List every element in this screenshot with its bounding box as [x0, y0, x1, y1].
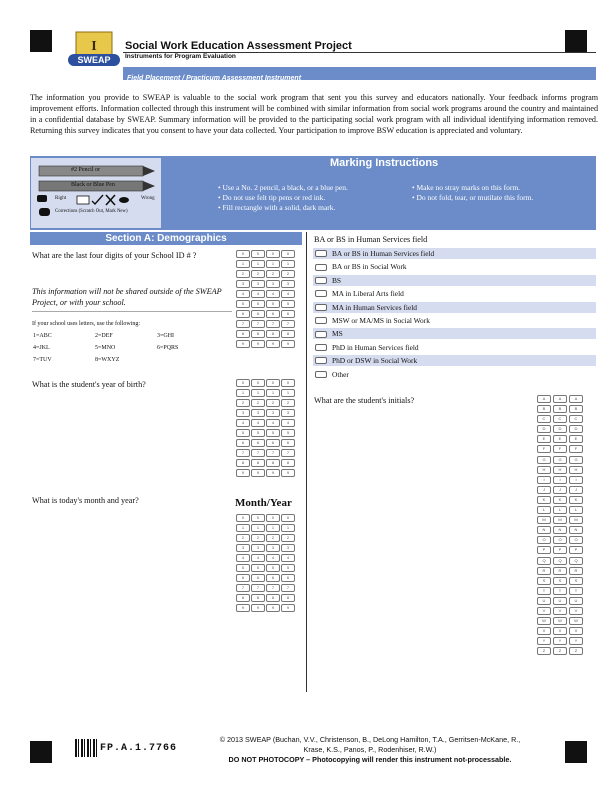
wrong-label: Wrong [141, 196, 155, 201]
answer-bubble[interactable]: Z [569, 647, 583, 655]
marking-instructions-title: Marking Instructions [330, 157, 439, 169]
answer-bubble[interactable]: 0 [266, 250, 280, 258]
title-divider [123, 52, 596, 53]
answer-bubble[interactable]: L [537, 506, 551, 514]
answer-bubble[interactable]: T [569, 587, 583, 595]
degree-option-label: BA or BS in Social Work [332, 262, 407, 272]
initial-bubbles-1[interactable] [537, 395, 550, 655]
answer-bubble[interactable]: S [553, 577, 567, 585]
answer-bubble[interactable]: Y [553, 637, 567, 645]
degree-option[interactable] [313, 302, 596, 313]
answer-bubble[interactable]: F [569, 445, 583, 453]
answer-bubble[interactable]: A [569, 395, 583, 403]
divider [32, 311, 232, 312]
answer-bubble[interactable]: M [569, 516, 583, 524]
answer-bubble[interactable]: 0 [236, 379, 250, 387]
degree-heading: BA or BS in Human Services field [314, 235, 428, 244]
answer-bubble[interactable]: C [569, 415, 583, 423]
answer-bubble[interactable]: G [569, 456, 583, 464]
degree-option[interactable] [313, 248, 596, 259]
answer-bubble[interactable]: G [553, 456, 567, 464]
answer-bubble[interactable]: 1 [266, 260, 280, 268]
answer-bubble[interactable]: 0 [251, 514, 265, 522]
answer-bubble[interactable]: 6 [281, 439, 295, 447]
answer-bubble[interactable]: 1 [251, 260, 265, 268]
answer-bubble[interactable]: W [537, 617, 551, 625]
answer-bubble[interactable]: 4 [236, 554, 250, 562]
initials-question: What are the student's initials? [314, 396, 415, 405]
option-bubble[interactable] [315, 371, 327, 378]
answer-bubble[interactable]: 4 [251, 419, 265, 427]
intro-paragraph: The information you provide to SWEAP is valuable to the social work program that sent you this survey and educators nationally. Your feedback informs program improvement efforts. Information collected through this instrument will be combined with similar information from social work programs around the country and maintained in a confidential database by SWEAP. Summary information will be provided to the participating social work program with all individual identifying information removed. Returning this survey indicates that you consent to have your data collected. Your participation to improve BSW education is appreciated and voluntary. [30, 93, 598, 135]
answer-bubble[interactable]: P [569, 546, 583, 554]
answer-bubble[interactable]: A [553, 395, 567, 403]
svg-text:I: I [91, 39, 97, 54]
authors-line: Krase, K.S., Panos, P., Rodenhiser, R.W.) [303, 745, 437, 754]
section-a-header: Section A: Demographics [30, 232, 302, 245]
answer-bubble[interactable]: 9 [266, 340, 280, 348]
degree-option[interactable] [313, 355, 596, 366]
answer-bubble[interactable]: 4 [251, 290, 265, 298]
degree-option-label: MSW or MA/MS in Social Work [332, 316, 430, 325]
instrument-name: Field Placement / Practicum Assessment Instrument [127, 75, 302, 82]
answer-bubble[interactable]: 0 [281, 514, 295, 522]
answer-bubble[interactable]: 7 [236, 320, 250, 328]
letter-map-item: 7=TUV [33, 357, 52, 363]
answer-bubble[interactable]: 7 [251, 584, 265, 592]
degree-option-label: PhD in Human Services field [332, 342, 419, 352]
answer-bubble[interactable]: U [553, 597, 567, 605]
answer-bubble[interactable]: 5 [281, 300, 295, 308]
marking-item: • Use a No. 2 pencil, a black, or a blue pen. [218, 183, 348, 193]
answer-bubble[interactable]: 5 [251, 429, 265, 437]
answer-bubble[interactable]: W [569, 617, 583, 625]
answer-bubble[interactable]: M [537, 516, 551, 524]
initial-bubbles-2[interactable] [553, 395, 566, 655]
answer-bubble[interactable]: R [553, 567, 567, 575]
marking-item: • Fill rectangle with a solid, dark mark. [218, 203, 348, 213]
answer-bubble[interactable]: 1 [281, 524, 295, 532]
answer-bubble[interactable]: 8 [236, 330, 250, 338]
answer-bubble[interactable]: 0 [236, 250, 250, 258]
degree-option-label: BA or BS in Human Services field [332, 249, 435, 258]
answer-bubble[interactable]: 7 [281, 584, 295, 592]
degree-option[interactable] [313, 342, 596, 353]
answer-bubble[interactable]: I [553, 476, 567, 484]
pen-label: Black or Blue Pen [71, 182, 115, 188]
copyright-line: © 2013 SWEAP (Buchan, V.V., Christenson, B., DeLong Hamilton, T.A., Gerritsen-McKane, R., [219, 735, 521, 744]
registration-mark-bottom-right [565, 741, 587, 763]
marking-example [31, 158, 161, 228]
answer-bubble[interactable]: U [569, 597, 583, 605]
answer-bubble[interactable]: 0 [266, 514, 280, 522]
birth-year-question: What is the student's year of birth? [32, 380, 146, 389]
answer-bubble[interactable]: 2 [281, 270, 295, 278]
answer-bubble[interactable]: T [553, 587, 567, 595]
right-label: Right [55, 196, 67, 201]
answer-bubble[interactable]: O [553, 536, 567, 544]
answer-bubble[interactable]: X [537, 627, 551, 635]
answer-bubble[interactable]: 2 [236, 399, 250, 407]
option-bubble[interactable] [315, 250, 327, 257]
photocopy-warning: DO NOT PHOTOCOPY – Photocopying will render this instrument not-processable. [228, 755, 512, 764]
answer-bubble[interactable]: P [553, 546, 567, 554]
answer-bubble[interactable]: 6 [266, 574, 280, 582]
answer-bubble[interactable]: 5 [251, 564, 265, 572]
answer-bubble[interactable]: V [537, 607, 551, 615]
answer-bubble[interactable]: 3 [281, 409, 295, 417]
answer-bubble[interactable]: 6 [236, 310, 250, 318]
answer-bubble[interactable]: O [569, 536, 583, 544]
answer-bubble[interactable]: P [537, 546, 551, 554]
answer-bubble[interactable]: 7 [281, 320, 295, 328]
answer-bubble[interactable]: 2 [266, 270, 280, 278]
marking-list-right [412, 183, 533, 203]
degree-option[interactable] [313, 288, 596, 299]
answer-bubble[interactable]: N [537, 526, 551, 534]
pencil-label: #2 Pencil or [71, 167, 100, 173]
registration-mark-top-left [30, 30, 52, 52]
answer-bubble[interactable]: 3 [236, 544, 250, 552]
answer-bubble[interactable]: 9 [281, 604, 295, 612]
birth-year-bubbles[interactable] [236, 379, 294, 477]
answer-bubble[interactable]: 1 [266, 524, 280, 532]
answer-bubble[interactable]: 8 [266, 330, 280, 338]
answer-bubble[interactable]: H [553, 466, 567, 474]
answer-bubble[interactable]: 0 [251, 379, 265, 387]
answer-bubble[interactable]: 1 [251, 389, 265, 397]
answer-bubble[interactable]: B [553, 405, 567, 413]
page-subtitle: Instruments for Program Evaluation [125, 53, 236, 60]
answer-bubble[interactable]: 2 [281, 534, 295, 542]
degree-option-label: BS [332, 275, 342, 285]
answer-bubble[interactable]: 4 [266, 554, 280, 562]
answer-bubble[interactable]: 2 [266, 534, 280, 542]
degree-option-label: MS [332, 329, 343, 339]
answer-bubble[interactable]: 3 [236, 409, 250, 417]
answer-bubble[interactable]: R [537, 567, 551, 575]
answer-bubble[interactable]: E [553, 435, 567, 443]
answer-bubble[interactable]: B [537, 405, 551, 413]
answer-bubble[interactable]: K [569, 496, 583, 504]
answer-bubble[interactable]: 8 [266, 594, 280, 602]
answer-bubble[interactable]: 5 [236, 429, 250, 437]
answer-bubble[interactable]: 1 [236, 260, 250, 268]
answer-bubble[interactable]: U [537, 597, 551, 605]
answer-bubble[interactable]: M [553, 516, 567, 524]
letter-map-item: 5=MNO [95, 345, 116, 351]
answer-bubble[interactable]: 2 [281, 399, 295, 407]
marking-list-left [218, 183, 348, 213]
initial-bubbles-3[interactable] [569, 395, 582, 655]
answer-bubble[interactable]: 7 [251, 320, 265, 328]
today-question: What is today's month and year? [32, 496, 139, 505]
answer-bubble[interactable]: 9 [236, 469, 250, 477]
answer-bubble[interactable]: J [553, 486, 567, 494]
answer-bubble[interactable]: 8 [251, 594, 265, 602]
answer-bubble[interactable]: V [553, 607, 567, 615]
answer-bubble[interactable]: S [569, 577, 583, 585]
answer-bubble[interactable]: Q [569, 557, 583, 565]
answer-bubble[interactable]: 0 [281, 379, 295, 387]
answer-bubble[interactable]: 1 [236, 524, 250, 532]
answer-bubble[interactable]: 7 [236, 449, 250, 457]
answer-bubble[interactable]: 9 [251, 469, 265, 477]
answer-bubble[interactable]: 1 [281, 389, 295, 397]
answer-bubble[interactable]: L [553, 506, 567, 514]
answer-bubble[interactable]: V [569, 607, 583, 615]
answer-bubble[interactable]: 5 [266, 564, 280, 572]
answer-bubble[interactable]: 5 [251, 300, 265, 308]
degree-option-label: Other [332, 369, 349, 379]
answer-bubble[interactable]: A [537, 395, 551, 403]
form-code: FP.A.1.7766 [100, 743, 178, 754]
month-year-bubbles[interactable] [236, 514, 294, 612]
option-bubble[interactable] [315, 304, 327, 311]
answer-bubble[interactable]: Y [569, 637, 583, 645]
answer-bubble[interactable]: 7 [266, 584, 280, 592]
answer-bubble[interactable]: 1 [251, 524, 265, 532]
answer-bubble[interactable]: K [537, 496, 551, 504]
answer-bubble[interactable]: 6 [281, 310, 295, 318]
privacy-note: This information will not be shared outside of the SWEAP Project, or with your school. [32, 287, 222, 307]
answer-bubble[interactable]: D [553, 425, 567, 433]
answer-bubble[interactable]: Y [537, 637, 551, 645]
answer-bubble[interactable]: 4 [266, 419, 280, 427]
answer-bubble[interactable]: 8 [251, 459, 265, 467]
answer-bubble[interactable]: X [569, 627, 583, 635]
answer-bubble[interactable]: O [537, 536, 551, 544]
answer-bubble[interactable]: 4 [236, 419, 250, 427]
corrections-label: Corrections (Scratch Out, Mark New) [55, 209, 128, 214]
answer-bubble[interactable]: 4 [281, 419, 295, 427]
answer-bubble[interactable]: 5 [236, 300, 250, 308]
answer-bubble[interactable]: S [537, 577, 551, 585]
letter-map-item: 3=GHI [157, 333, 175, 339]
answer-bubble[interactable]: 7 [251, 449, 265, 457]
answer-bubble[interactable]: 8 [281, 330, 295, 338]
answer-bubble[interactable]: 8 [236, 459, 250, 467]
answer-bubble[interactable]: 6 [236, 439, 250, 447]
letter-map [33, 333, 219, 363]
answer-bubble[interactable]: 5 [236, 564, 250, 572]
letter-map-item: 2=DEF [95, 333, 113, 339]
answer-bubble[interactable]: 7 [281, 449, 295, 457]
answer-bubble[interactable]: E [537, 435, 551, 443]
answer-bubble[interactable]: 2 [251, 534, 265, 542]
answer-bubble[interactable]: 0 [266, 379, 280, 387]
school-id-question: What are the last four digits of your School ID # ? [32, 251, 197, 260]
instrument-bar [123, 67, 596, 80]
answer-bubble[interactable]: C [537, 415, 551, 423]
answer-bubble[interactable]: 2 [266, 399, 280, 407]
answer-bubble[interactable]: 3 [251, 544, 265, 552]
degree-option-label: MA in Human Services field [332, 302, 417, 312]
answer-bubble[interactable]: F [553, 445, 567, 453]
answer-bubble[interactable]: 6 [236, 574, 250, 582]
degree-option[interactable] [313, 328, 596, 339]
answer-bubble[interactable]: G [537, 456, 551, 464]
option-bubble[interactable] [315, 290, 327, 297]
degree-option-label: MA in Liberal Arts field [332, 289, 404, 299]
answer-bubble[interactable]: 9 [281, 340, 295, 348]
wrong-marks-icon [76, 193, 151, 205]
answer-bubble[interactable]: 9 [266, 469, 280, 477]
month-year-label: Month/Year [235, 497, 292, 509]
registration-mark-top-right [565, 30, 587, 52]
answer-bubble[interactable]: 2 [236, 270, 250, 278]
answer-bubble[interactable]: 2 [236, 534, 250, 542]
answer-bubble[interactable]: N [569, 526, 583, 534]
degree-option[interactable] [313, 275, 596, 286]
letter-map-item: 6=PQRS [157, 345, 179, 351]
answer-bubble[interactable]: D [537, 425, 551, 433]
answer-bubble[interactable]: X [553, 627, 567, 635]
answer-bubble[interactable]: 3 [266, 280, 280, 288]
answer-bubble[interactable]: 3 [266, 544, 280, 552]
answer-bubble[interactable]: J [537, 486, 551, 494]
answer-bubble[interactable]: 9 [236, 604, 250, 612]
answer-bubble[interactable]: W [553, 617, 567, 625]
answer-bubble[interactable]: H [569, 466, 583, 474]
answer-bubble[interactable]: 8 [266, 459, 280, 467]
answer-bubble[interactable]: 9 [236, 340, 250, 348]
letter-map-item: 1=ABC [33, 333, 52, 339]
answer-bubble[interactable]: E [569, 435, 583, 443]
option-bubble[interactable] [315, 344, 327, 351]
answer-bubble[interactable]: 8 [236, 594, 250, 602]
answer-bubble[interactable]: 6 [281, 574, 295, 582]
letter-map-item: 4=JKL [33, 345, 50, 351]
answer-bubble[interactable]: 8 [251, 330, 265, 338]
letters-note: If your school uses letters, use the following: [32, 321, 140, 327]
answer-bubble[interactable]: 3 [266, 409, 280, 417]
answer-bubble[interactable]: 4 [251, 554, 265, 562]
answer-bubble[interactable]: 6 [266, 310, 280, 318]
answer-bubble[interactable]: 1 [236, 389, 250, 397]
answer-bubble[interactable]: 1 [281, 260, 295, 268]
answer-bubble[interactable]: L [569, 506, 583, 514]
answer-bubble[interactable]: 9 [251, 604, 265, 612]
answer-bubble[interactable]: Q [537, 557, 551, 565]
answer-bubble[interactable]: 7 [266, 320, 280, 328]
answer-bubble[interactable]: 3 [251, 409, 265, 417]
answer-bubble[interactable]: 3 [251, 280, 265, 288]
answer-bubble[interactable]: 6 [251, 439, 265, 447]
answer-bubble[interactable]: 5 [281, 429, 295, 437]
answer-bubble[interactable]: 0 [281, 250, 295, 258]
answer-bubble[interactable]: 4 [266, 290, 280, 298]
answer-bubble[interactable]: 3 [281, 544, 295, 552]
answer-bubble[interactable]: 8 [281, 594, 295, 602]
answer-bubble[interactable]: 7 [266, 449, 280, 457]
answer-bubble[interactable]: 9 [251, 340, 265, 348]
letter-map-item: 8=WXYZ [95, 357, 120, 363]
answer-bubble[interactable]: R [569, 567, 583, 575]
footer [200, 735, 540, 765]
answer-bubble[interactable]: 2 [251, 399, 265, 407]
answer-bubble[interactable]: 3 [281, 280, 295, 288]
answer-bubble[interactable]: 6 [266, 439, 280, 447]
right-mark-icon [37, 195, 47, 202]
marking-item: • Make no stray marks on this form. [412, 183, 533, 193]
degree-option-label: PhD or DSW in Social Work [332, 356, 418, 366]
answer-bubble[interactable]: 5 [266, 300, 280, 308]
answer-bubble[interactable]: 5 [266, 429, 280, 437]
answer-bubble[interactable]: 0 [251, 250, 265, 258]
answer-bubble[interactable]: Q [553, 557, 567, 565]
answer-bubble[interactable]: 7 [236, 584, 250, 592]
degree-option[interactable] [313, 369, 596, 380]
answer-bubble[interactable]: F [537, 445, 551, 453]
column-divider [306, 232, 307, 692]
answer-bubble[interactable]: B [569, 405, 583, 413]
sweap-logo [66, 30, 122, 74]
option-bubble[interactable] [315, 317, 327, 324]
answer-bubble[interactable]: I [569, 476, 583, 484]
degree-option[interactable] [313, 261, 596, 272]
marking-item: • Do not use felt tip pens or red ink. [218, 193, 348, 203]
answer-bubble[interactable]: J [569, 486, 583, 494]
answer-bubble[interactable]: 8 [281, 459, 295, 467]
answer-bubble[interactable]: 1 [266, 389, 280, 397]
degree-option[interactable] [313, 315, 596, 326]
option-bubble[interactable] [315, 264, 327, 271]
option-bubble[interactable] [315, 277, 327, 284]
answer-bubble[interactable]: 5 [281, 564, 295, 572]
answer-bubble[interactable]: 9 [266, 604, 280, 612]
correction-mark-icon [39, 208, 50, 216]
school-id-bubbles[interactable] [236, 250, 294, 348]
answer-bubble[interactable]: 2 [251, 270, 265, 278]
answer-bubble[interactable]: 3 [236, 280, 250, 288]
answer-bubble[interactable]: 4 [281, 554, 295, 562]
answer-bubble[interactable]: 0 [236, 514, 250, 522]
barcode-icon [75, 739, 97, 757]
logo-text: SWEAP [77, 55, 111, 65]
answer-bubble[interactable]: H [537, 466, 551, 474]
answer-bubble[interactable]: T [537, 587, 551, 595]
registration-mark-bottom-left [30, 741, 52, 763]
answer-bubble[interactable]: Z [553, 647, 567, 655]
answer-bubble[interactable]: D [569, 425, 583, 433]
answer-bubble[interactable]: 9 [281, 469, 295, 477]
answer-bubble[interactable]: Z [537, 647, 551, 655]
page-title: Social Work Education Assessment Project [125, 40, 352, 52]
answer-bubble[interactable]: 4 [236, 290, 250, 298]
answer-bubble[interactable]: C [553, 415, 567, 423]
option-bubble[interactable] [315, 331, 327, 338]
answer-bubble[interactable]: I [537, 476, 551, 484]
option-bubble[interactable] [315, 357, 327, 364]
answer-bubble[interactable]: 6 [251, 310, 265, 318]
answer-bubble[interactable]: K [553, 496, 567, 504]
answer-bubble[interactable]: 6 [251, 574, 265, 582]
answer-bubble[interactable]: N [553, 526, 567, 534]
marking-item: • Do not fold, tear, or mutilate this form. [412, 193, 533, 203]
answer-bubble[interactable]: 4 [281, 290, 295, 298]
